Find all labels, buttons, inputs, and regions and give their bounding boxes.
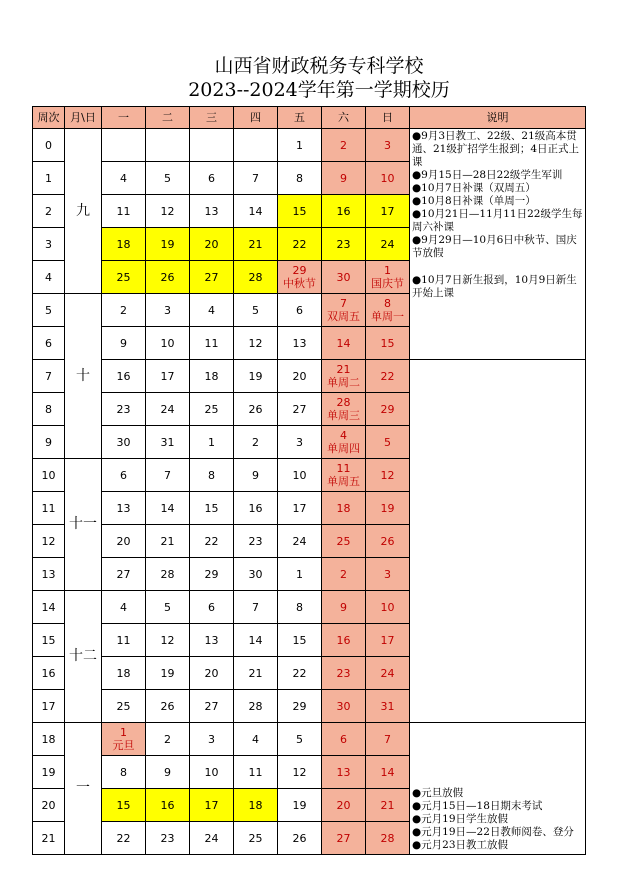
day-cell: 23 <box>322 228 366 261</box>
day-cell: 20 <box>190 657 234 690</box>
week-number: 10 <box>33 459 65 492</box>
day-cell: 8 <box>278 591 322 624</box>
day-cell-makeup <box>322 360 366 393</box>
week-number: 2 <box>33 195 65 228</box>
header-thu: 四 <box>234 107 278 129</box>
day-cell: 14 <box>146 492 190 525</box>
day-cell: 27 <box>322 822 366 855</box>
day-cell: 11 <box>102 624 146 657</box>
day-cell: 30 <box>102 426 146 459</box>
header-fri: 五 <box>278 107 322 129</box>
day-cell: 1 <box>278 129 322 162</box>
day-cell: 25 <box>322 525 366 558</box>
day-cell: 21 <box>366 789 410 822</box>
day-cell: 6 <box>190 591 234 624</box>
day-cell: 12 <box>278 756 322 789</box>
day-cell: 6 <box>278 294 322 327</box>
day-cell: 15 <box>278 195 322 228</box>
day-cell-makeup <box>366 294 410 327</box>
header-tue: 二 <box>146 107 190 129</box>
day-cell: 14 <box>366 756 410 789</box>
day-cell: 9 <box>322 162 366 195</box>
day-cell: 27 <box>102 558 146 591</box>
day-cell: 9 <box>102 327 146 360</box>
day-cell: 9 <box>146 756 190 789</box>
day-cell: 4 <box>190 294 234 327</box>
day-cell: 27 <box>278 393 322 426</box>
day-cell: 26 <box>366 525 410 558</box>
day-cell: 28 <box>366 822 410 855</box>
day-cell: 3 <box>278 426 322 459</box>
day-cell-makeup <box>322 393 366 426</box>
day-cell: 14 <box>322 327 366 360</box>
day-cell: 16 <box>234 492 278 525</box>
day-cell: 31 <box>146 426 190 459</box>
day-cell: 17 <box>190 789 234 822</box>
day-cell: 17 <box>366 624 410 657</box>
day-cell: 11 <box>234 756 278 789</box>
day-cell: 3 <box>146 294 190 327</box>
day-number: 8 <box>384 297 391 310</box>
day-cell: 20 <box>278 360 322 393</box>
day-cell: 25 <box>190 393 234 426</box>
day-cell: 12 <box>146 624 190 657</box>
day-cell: 16 <box>102 360 146 393</box>
day-cell: 17 <box>146 360 190 393</box>
day-cell: 1 <box>278 558 322 591</box>
day-cell: 30 <box>322 690 366 723</box>
day-cell: 19 <box>146 657 190 690</box>
day-cell-holiday <box>102 723 146 756</box>
day-cell: 2 <box>102 294 146 327</box>
day-cell: 13 <box>278 327 322 360</box>
day-cell: 18 <box>102 657 146 690</box>
day-cell: 21 <box>234 657 278 690</box>
note-item: ●10月7日补课（双周五） <box>412 182 536 194</box>
day-cell: 22 <box>366 360 410 393</box>
month-january: 一 <box>65 723 102 855</box>
day-cell: 13 <box>322 756 366 789</box>
header-notes: 说明 <box>410 107 586 129</box>
day-cell: 25 <box>102 690 146 723</box>
day-cell: 5 <box>146 591 190 624</box>
day-cell: 23 <box>322 657 366 690</box>
day-cell: 5 <box>278 723 322 756</box>
header-sat: 六 <box>322 107 366 129</box>
day-cell: 23 <box>102 393 146 426</box>
day-cell: 21 <box>234 228 278 261</box>
day-label: 双周五 <box>327 310 360 323</box>
day-cell: 5 <box>234 294 278 327</box>
day-cell-holiday <box>366 261 410 294</box>
note-item: ●9月15日—28日22级学生军训 <box>412 169 563 181</box>
day-cell: 10 <box>366 591 410 624</box>
calendar-subtitle: 2023--2024学年第一学期校历 <box>188 79 450 101</box>
day-cell: 30 <box>322 261 366 294</box>
day-cell: 13 <box>190 624 234 657</box>
day-cell: 5 <box>146 162 190 195</box>
week-number: 3 <box>33 228 65 261</box>
day-cell: 11 <box>102 195 146 228</box>
day-cell: 14 <box>234 195 278 228</box>
day-cell: 2 <box>322 558 366 591</box>
day-cell: 7 <box>366 723 410 756</box>
day-cell: 29 <box>366 393 410 426</box>
day-cell: 16 <box>322 624 366 657</box>
day-label: 单周二 <box>327 376 360 389</box>
table-row <box>33 360 586 393</box>
header-row <box>33 107 586 129</box>
day-cell-makeup <box>322 459 366 492</box>
day-cell: 10 <box>366 162 410 195</box>
header-month-day: 月\日 <box>65 107 102 129</box>
day-cell: 3 <box>190 723 234 756</box>
day-cell: 24 <box>190 822 234 855</box>
day-cell: 29 <box>278 690 322 723</box>
day-cell: 3 <box>366 558 410 591</box>
note-item: ●元月19日—22日教师阅卷、登分 <box>412 826 574 838</box>
day-cell: 12 <box>234 327 278 360</box>
day-cell: 8 <box>190 459 234 492</box>
note-item: ●9月3日教工、22级、21级高本贯通、21级扩招学生报到；4日正式上课 <box>412 130 580 168</box>
day-cell: 2 <box>322 129 366 162</box>
week-number: 6 <box>33 327 65 360</box>
week-number: 8 <box>33 393 65 426</box>
calendar-title: 山西省财政税务专科学校 <box>214 55 424 77</box>
day-cell: 1 <box>190 426 234 459</box>
day-cell: 31 <box>366 690 410 723</box>
day-cell: 27 <box>190 261 234 294</box>
day-cell: 6 <box>102 459 146 492</box>
note-item: ●10月8日补课（单周一） <box>412 195 536 207</box>
note-item: ●10月21日—11月11日22级学生每周六补课 <box>412 208 583 233</box>
day-cell: 15 <box>102 789 146 822</box>
month-december: 十二 <box>65 591 102 723</box>
day-label: 单周三 <box>327 409 360 422</box>
day-cell: 13 <box>102 492 146 525</box>
week-number: 1 <box>33 162 65 195</box>
notes-autumn <box>410 129 586 360</box>
day-cell: 18 <box>234 789 278 822</box>
day-number: 4 <box>340 429 347 442</box>
day-cell: 6 <box>322 723 366 756</box>
week-number: 13 <box>33 558 65 591</box>
day-cell: 7 <box>234 591 278 624</box>
day-cell: 26 <box>146 690 190 723</box>
day-number: 21 <box>336 363 351 376</box>
day-cell: 16 <box>146 789 190 822</box>
day-cell: 24 <box>366 657 410 690</box>
day-cell: 29 <box>190 558 234 591</box>
day-number: 7 <box>340 297 347 310</box>
day-number: 28 <box>336 396 351 409</box>
day-cell: 25 <box>102 261 146 294</box>
day-cell: 17 <box>366 195 410 228</box>
day-cell-holiday <box>278 261 322 294</box>
day-label: 单周一 <box>371 310 404 323</box>
day-cell: 22 <box>278 657 322 690</box>
note-item: ●元月15日—18日期末考试 <box>412 800 543 812</box>
day-cell: 19 <box>234 360 278 393</box>
day-cell: 10 <box>278 459 322 492</box>
day-cell <box>234 129 278 162</box>
day-cell: 20 <box>190 228 234 261</box>
header-sun: 日 <box>366 107 410 129</box>
day-cell: 10 <box>146 327 190 360</box>
day-cell: 18 <box>102 228 146 261</box>
day-cell: 28 <box>146 558 190 591</box>
day-cell: 8 <box>278 162 322 195</box>
note-item: ●10月7日新生报到，10月9日新生开始上课 <box>412 274 577 299</box>
day-number: 1 <box>120 726 127 739</box>
day-cell: 4 <box>234 723 278 756</box>
day-cell <box>190 129 234 162</box>
notes-winter <box>410 723 586 855</box>
week-number: 4 <box>33 261 65 294</box>
month-november: 十一 <box>65 459 102 591</box>
week-number: 21 <box>33 822 65 855</box>
day-cell: 7 <box>146 459 190 492</box>
day-cell: 2 <box>146 723 190 756</box>
day-label: 中秋节 <box>283 277 316 290</box>
day-cell: 4 <box>102 591 146 624</box>
day-cell: 14 <box>234 624 278 657</box>
week-number: 16 <box>33 657 65 690</box>
header-wed: 三 <box>190 107 234 129</box>
day-cell: 15 <box>278 624 322 657</box>
day-cell <box>146 129 190 162</box>
day-cell: 18 <box>322 492 366 525</box>
day-cell: 24 <box>366 228 410 261</box>
week-number: 12 <box>33 525 65 558</box>
day-cell: 19 <box>146 228 190 261</box>
day-cell: 17 <box>278 492 322 525</box>
day-cell: 7 <box>234 162 278 195</box>
day-cell: 24 <box>278 525 322 558</box>
day-number: 11 <box>336 462 351 475</box>
day-number: 1 <box>384 264 391 277</box>
day-cell: 23 <box>146 822 190 855</box>
day-cell: 25 <box>234 822 278 855</box>
day-cell: 10 <box>190 756 234 789</box>
day-cell <box>102 129 146 162</box>
week-number: 20 <box>33 789 65 822</box>
month-september: 九 <box>65 129 102 294</box>
week-number: 11 <box>33 492 65 525</box>
day-cell: 26 <box>278 822 322 855</box>
day-cell: 11 <box>190 327 234 360</box>
note-item: ●元月19日学生放假 <box>412 813 509 825</box>
day-cell: 27 <box>190 690 234 723</box>
header-mon: 一 <box>102 107 146 129</box>
day-cell: 26 <box>146 261 190 294</box>
note-item: ●元旦放假 <box>412 787 464 799</box>
day-cell: 16 <box>322 195 366 228</box>
day-cell: 20 <box>322 789 366 822</box>
day-cell: 12 <box>146 195 190 228</box>
day-cell-makeup <box>322 426 366 459</box>
day-cell: 4 <box>102 162 146 195</box>
day-cell: 15 <box>190 492 234 525</box>
day-cell: 30 <box>234 558 278 591</box>
note-item: ●9月29日—10月6日中秋节、国庆节放假 <box>412 234 577 259</box>
day-cell: 28 <box>234 261 278 294</box>
day-cell: 6 <box>190 162 234 195</box>
day-cell: 19 <box>366 492 410 525</box>
note-item: ●元月23日教工放假 <box>412 839 509 851</box>
week-number: 18 <box>33 723 65 756</box>
day-cell: 19 <box>278 789 322 822</box>
day-cell: 21 <box>146 525 190 558</box>
day-cell: 2 <box>234 426 278 459</box>
day-cell: 3 <box>366 129 410 162</box>
week-number: 0 <box>33 129 65 162</box>
day-cell: 22 <box>278 228 322 261</box>
week-number: 7 <box>33 360 65 393</box>
day-cell: 24 <box>146 393 190 426</box>
day-cell: 23 <box>234 525 278 558</box>
table-row <box>33 129 586 162</box>
table-row <box>33 723 586 756</box>
day-label: 元旦 <box>112 739 135 752</box>
week-number: 14 <box>33 591 65 624</box>
day-cell: 26 <box>234 393 278 426</box>
week-number: 5 <box>33 294 65 327</box>
day-cell: 8 <box>102 756 146 789</box>
day-cell: 5 <box>366 426 410 459</box>
day-cell: 22 <box>190 525 234 558</box>
day-cell: 12 <box>366 459 410 492</box>
school-calendar-table <box>32 106 586 855</box>
week-number: 15 <box>33 624 65 657</box>
day-cell: 13 <box>190 195 234 228</box>
day-cell: 18 <box>190 360 234 393</box>
day-cell-makeup <box>322 294 366 327</box>
day-number: 29 <box>292 264 307 277</box>
day-label: 单周五 <box>327 475 360 488</box>
week-number: 9 <box>33 426 65 459</box>
week-number: 19 <box>33 756 65 789</box>
day-label: 单周四 <box>327 442 360 455</box>
day-cell: 15 <box>366 327 410 360</box>
month-october: 十 <box>65 294 102 459</box>
notes-empty <box>410 360 586 723</box>
day-label: 国庆节 <box>371 277 404 290</box>
header-week: 周次 <box>33 107 65 129</box>
day-cell: 22 <box>102 822 146 855</box>
week-number: 17 <box>33 690 65 723</box>
day-cell: 9 <box>234 459 278 492</box>
day-cell: 28 <box>234 690 278 723</box>
day-cell: 20 <box>102 525 146 558</box>
day-cell: 9 <box>322 591 366 624</box>
